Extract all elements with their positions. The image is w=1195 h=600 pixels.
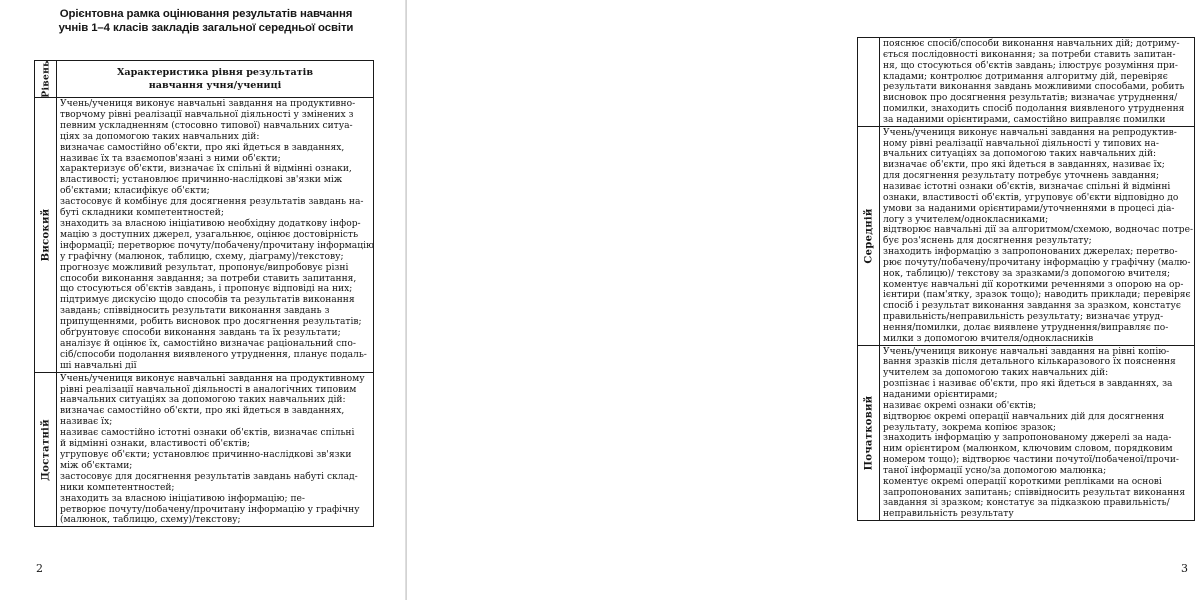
- text-line: номером тощо); відтворює частини почутої/побаченої/прочи-: [883, 455, 1180, 466]
- text-line: за наданими орієнтирами, самостійно виправляє помилки: [883, 114, 1166, 125]
- text-line: між об'єктами;: [60, 460, 133, 471]
- text-line: ному рівні реалізації навчальної діяльності у типових на-: [883, 138, 1159, 149]
- level-cell-high: [35, 98, 57, 373]
- text-line: ціях за допомогою таких навчальних дій:: [60, 131, 260, 142]
- text-line: ретворює почуту/побачену/прочитану інформацію у графічну: [60, 504, 360, 515]
- text-line: результату, зокрема копіює зразок;: [883, 422, 1056, 433]
- level-column-header: [35, 61, 57, 98]
- text-line: неправильність результату: [883, 509, 1014, 520]
- text-line: бує роз'яснень для досягнення результату;: [883, 236, 1092, 247]
- text-line: правильність/неправильність результату; визначає утруд-: [883, 312, 1164, 323]
- text-line: відтворює окремі операції навчальних дій для досягнення: [883, 411, 1165, 422]
- level-cell-initial: [858, 345, 880, 521]
- text-line: коментує навчальні дії короткими реченнями з опорою на ор-: [883, 279, 1184, 290]
- right-page: [407, 0, 1194, 600]
- text-line: Учень/учениця виконує навчальні завдання на продуктивному: [60, 373, 365, 384]
- text-line: ним орієнтиром (малюнком, ключовим словом, порядковим: [883, 444, 1173, 455]
- text-line: у графічну (малюнок, таблицю, схему, діаграму)/текстову;: [60, 251, 344, 262]
- table-row-initial: [858, 345, 1195, 521]
- assessment-table-right: [857, 37, 1195, 521]
- text-line: сіб/способи подолання виявленого утруднення, планує подаль-: [60, 349, 367, 360]
- text-line: знаходить інформацію у запропонованому джерелі за нада-: [883, 433, 1172, 444]
- table-row-medium: [858, 126, 1195, 345]
- text-line: припущеннями, робить висновок про досягнення результатів;: [60, 317, 362, 328]
- text-line: рівні реалізації навчальної діяльності в аналогічних типовим: [60, 384, 357, 395]
- text-line: спосіб і результат виконання завдання за зразком, констатує: [883, 301, 1181, 312]
- text-line: характеризує об'єкти, визначає їх спільні й відмінні ознаки,: [60, 164, 352, 175]
- text-line: милки з допомогою вчителя/однокласників: [883, 333, 1094, 344]
- description-cell-medium: [880, 126, 1195, 345]
- text-line: знаходить за власною ініціативою необхідну додаткову інфор-: [60, 218, 361, 229]
- characteristic-column-header: [57, 61, 374, 98]
- text-line: ється послідовності виконання; за потреби ставить запитан-: [883, 49, 1176, 60]
- text-line: таної інформації усно/за допомогою малюнка;: [883, 465, 1107, 476]
- text-line: кладами; контролює дотримання алгоритму дій, перевіряє: [883, 71, 1168, 82]
- header-line: Характеристика рівня результатів: [116, 67, 313, 78]
- text-line: певним ускладненням (стосовно типової) навчальних ситуа-: [60, 120, 353, 131]
- text-line: вчальних ситуаціях за допомогою таких навчальних дій:: [883, 149, 1157, 160]
- left-page: [0, 0, 407, 600]
- text-line: висновок про досягнення результатів; визначає утруднення/: [883, 93, 1178, 104]
- level-header-label: Рівень: [40, 60, 51, 98]
- text-line: умови за наданими орієнтирами/уточненнями в процесі діа-: [883, 203, 1175, 214]
- level-label-medium: Середній: [863, 208, 874, 264]
- text-line: відтворює навчальні дії за алгоритмом/схемою, водночас потре-: [883, 225, 1194, 236]
- assessment-table-left: [34, 60, 374, 527]
- text-line: називає окремі ознаки об'єктів;: [883, 400, 1037, 411]
- table-row-sufficient-continued: [858, 38, 1195, 127]
- text-line: й відмінні ознаки, властивості об'єктів;: [60, 439, 250, 450]
- text-line: знаходить інформацію з запропонованих джерелах; перетво-: [883, 247, 1178, 258]
- text-line: розпізнає і називає об'єкти, про які йдеться в завданнях, за: [883, 379, 1173, 390]
- text-line: застосовує й комбінує для досягнення результатів завдань на-: [60, 197, 364, 208]
- text-line: Учень/учениця виконує навчальні завдання на рівні копію-: [883, 346, 1170, 357]
- table-row-high: [35, 98, 374, 373]
- text-line: прогнозує можливий результат, пропонує/випробовує різні: [60, 262, 349, 273]
- level-cell-medium: [858, 126, 880, 345]
- text-line: рює почуту/побачену/прочитану інформацію у графічну (малю-: [883, 257, 1191, 268]
- text-line: властивості; установлює причинно-наслідкові зв'язки між: [60, 175, 343, 186]
- description-cell-high: [57, 98, 374, 373]
- text-line: ознаки, властивості об'єктів, угруповує об'єкти відповідно до: [883, 192, 1179, 203]
- text-line: творчому рівні реалізації навчальної діяльності у змінених з: [60, 109, 354, 120]
- description-cell-sufficient: [57, 372, 374, 527]
- page-title: [40, 8, 372, 35]
- description-cell-initial: [880, 345, 1195, 521]
- text-line: пояснює спосіб/способи виконання навчальних дій; дотриму-: [883, 39, 1180, 49]
- text-line: мацію з доступних джерел, узагальнює, оцінює достовірність: [60, 229, 359, 240]
- text-line: знаходить за власною ініціативою інформацію; пе-: [60, 493, 306, 504]
- text-line: учителем за допомогою таких навчальних дій:: [883, 368, 1109, 379]
- text-line: помилки, знаходить спосіб подолання виявленого утруднення: [883, 104, 1185, 115]
- text-line: об'єктами; класифікує об'єкти;: [60, 186, 210, 197]
- text-line: інформації; перетворює почуту/побачену/прочитану інформацію: [60, 240, 374, 251]
- text-line: що стосуються об'єктів завдань, і пропонує відповіді на них;: [60, 284, 353, 295]
- table-header-row: [35, 61, 374, 98]
- level-cell-continued: [858, 38, 880, 127]
- level-label-high: Високий: [40, 208, 51, 262]
- level-label-initial: Початковий: [863, 395, 874, 471]
- title-line: Орієнтовна рамка оцінювання результатів навчання: [59, 8, 353, 20]
- text-line: ієнтири (пам'ятку, зразок тощо); наводить приклади; перевіряє: [883, 290, 1191, 301]
- text-line: вання зразків після детального кількаразового їх пояснення: [883, 357, 1176, 368]
- text-line: логу з учителем/однокласниками;: [883, 214, 1049, 225]
- text-line: аналізує й оцінює їх, самостійно визначає раціональний спо-: [60, 338, 356, 349]
- text-line: результати виконання завдань можливими способами, робить: [883, 82, 1185, 93]
- text-line: ники компетентностей;: [60, 482, 175, 493]
- text-line: нок, таблицю)/ текстову за зразками/з допомогою вчителя;: [883, 268, 1171, 279]
- table-row-sufficient: [35, 372, 374, 527]
- text-line: Учень/учениця виконує навчальні завдання на репродуктив-: [883, 127, 1177, 138]
- text-line: способи виконання завдання; за потреби ставить запитання,: [60, 273, 357, 284]
- text-line: визначає самостійно об'єкти, про які йдеться в завданнях,: [60, 406, 345, 417]
- text-line: запропонованих запитань; співвідносить результат виконання: [883, 487, 1186, 498]
- text-line: нення/помилки, долає виявлене утруднення/виправляє по-: [883, 322, 1169, 333]
- level-label-sufficient: Достатній: [40, 418, 51, 481]
- text-line: угруповує об'єкти; установлює причинно-наслідкові зв'язки: [60, 450, 352, 460]
- text-line: називає істотні ознаки об'єктів, визначає спільні й відмінні: [883, 181, 1171, 192]
- header-line: навчання учня/учениці: [148, 80, 282, 91]
- text-line: визначає самостійно об'єкти, про які йдеться в завданнях,: [60, 142, 345, 153]
- title-line: учнів 1–4 класів закладів загальної середньої освіти: [58, 21, 354, 34]
- text-line: обґрунтовує способи виконання завдань та їх результати;: [60, 328, 341, 339]
- page-number-left: 2: [36, 562, 43, 575]
- text-line: завдання зі зразком; констатує за підказкою правильність/: [883, 498, 1170, 509]
- text-line: визначає об'єкти, про які йдеться в завданнях, називає їх;: [883, 160, 1165, 171]
- text-line: буті складники компетентностей;: [60, 208, 224, 219]
- text-line: (малюнок, таблицю, схему)/текстову;: [60, 515, 241, 526]
- text-line: застосовує для досягнення результатів завдань набуті склад-: [60, 471, 358, 482]
- page-number-right: 3: [1181, 562, 1188, 575]
- text-line: називає самостійно істотні ознаки об'єктів, визначає спільні: [60, 428, 355, 439]
- text-line: ші навчальні дії: [60, 360, 137, 371]
- text-line: називає їх;: [60, 417, 113, 428]
- text-line: для досягнення результату потребує уточнень завдання;: [883, 171, 1160, 182]
- text-line: коментує окремі операції короткими репліками на основі: [883, 476, 1162, 487]
- text-line: навчальних ситуаціях за допомогою таких навчальних дій:: [60, 395, 346, 406]
- text-line: підтримує дискусію щодо способів та результатів виконання: [60, 295, 355, 306]
- text-line: Учень/учениця виконує навчальні завдання на продуктивно-: [60, 99, 356, 109]
- text-line: ня, що стосуються об'єктів завдань; ілюструє розуміння при-: [883, 60, 1178, 71]
- level-cell-sufficient: [35, 372, 57, 527]
- description-cell-sufficient-continued: [880, 38, 1195, 127]
- text-line: наданими орієнтирами;: [883, 390, 998, 400]
- text-line: називає їх та взаємопов'язані з ними об'єкти;: [60, 153, 281, 164]
- text-line: завдань; співвідносить результати виконання завдань з: [60, 306, 330, 317]
